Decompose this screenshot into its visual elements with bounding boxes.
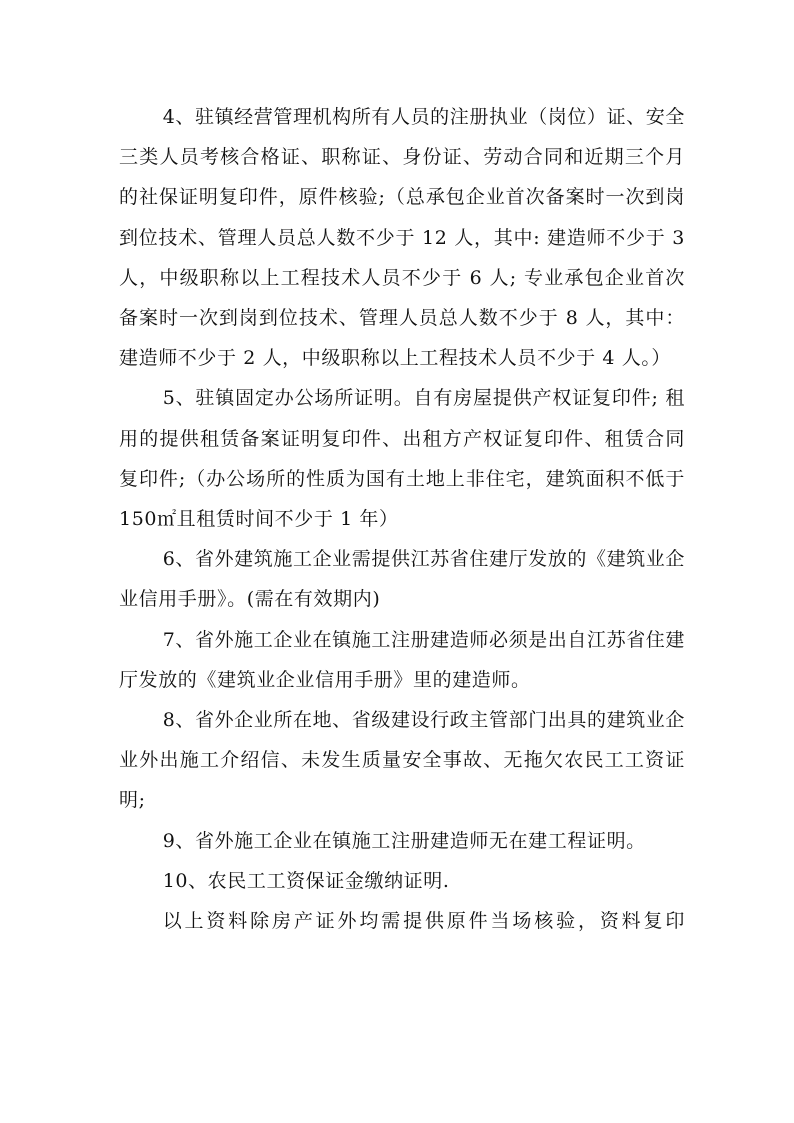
paragraph-item-6: 6、省外建筑施工企业需提供江苏省住建厅发放的《建筑业企业信用手册》。(需在有效期内) <box>119 548 685 611</box>
paragraph-item-5: 5、驻镇固定办公场所证明。自有房屋提供产权证复印件; 租用的提供租赁备案证明复印件、出租方产权证复印件、租赁合同复印件;（办公场所的性质为国有土地上非住宅，建筑面积不低于 150㎡且租赁时间不少于 1 年） <box>119 387 685 531</box>
paragraph-item-8: 8、省外企业所在地、省级建设行政主管部门出具的建筑业企业外出施工介绍信、未发生质量安全事故、无拖欠农民工工资证明; <box>119 709 685 812</box>
paragraph-item-10: 10、农民工工资保证金缴纳证明. <box>162 869 450 892</box>
paragraph-closing-note: 以上资料除房产证外均需提供原件当场核验，资料复印 <box>162 910 685 933</box>
document-body <box>119 97 685 941</box>
paragraph-item-4: 4、驻镇经营管理机构所有人员的注册执业（岗位）证、安全三类人员考核合格证、职称证、身份证、劳动合同和近期三个月的社保证明复印件，原件核验;（总承包企业首次备案时一次到岗到位技术、管理人员总人数不少于 12 人，其中: 建造师不少于 3 人，中级职称以上工程技术人员不少于 6 人; 专业承包企业首次备案时一次到岗到位技术、管理人员总人数不少于 8 人，其中：建造师不少于 2 人，中级职称以上工程技术人员不少于 4 人。） <box>119 106 685 370</box>
paragraph-item-9: 9、省外施工企业在镇施工注册建造师无在建工程证明。 <box>162 829 646 852</box>
paragraph-item-7: 7、省外施工企业在镇施工注册建造师必须是出自江苏省住建厅发放的《建筑业企业信用手册》里的建造师。 <box>119 628 685 691</box>
